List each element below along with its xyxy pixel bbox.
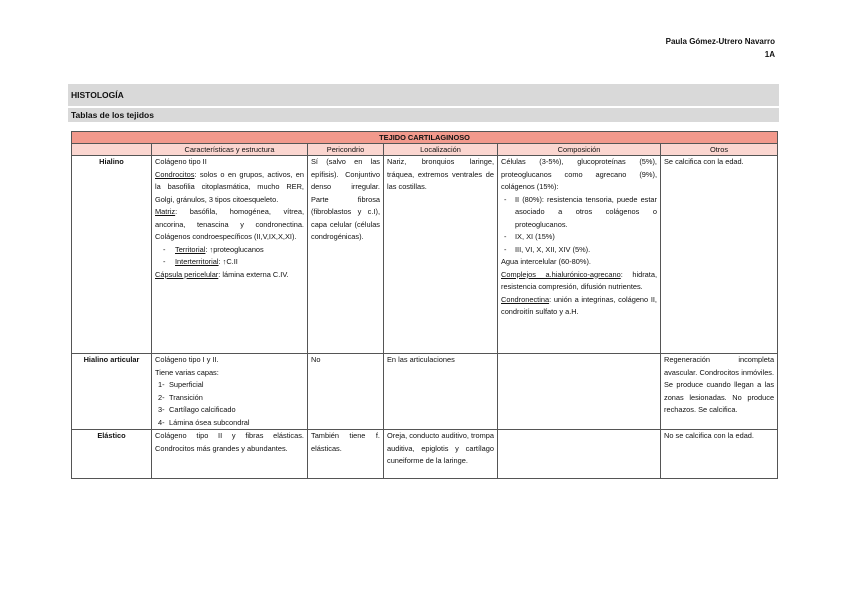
cell-otros-elastico: No se calcifica con la edad. [661,430,778,479]
list-item: - II (80%): resistencia tensoria, puede estar asociado a otros colágenos o proteoglucanos. [504,194,657,229]
cell-otros-articular: Regeneración incompleta avascular. Condrocitos inmóviles. Se produce cuando llegan a las zonas lesionadas. No produce rechazos. Se calcifica. [661,354,778,430]
cell-localizacion-articular: En las articulaciones [384,354,498,430]
underlined-label: Territorial [175,244,206,254]
underlined-label: Complejos a.hialurónico-agrecano [501,269,621,279]
text-line: Colágeno tipo I y II. [155,355,219,364]
text-span: : ↑proteoglucanos [205,244,264,254]
table-row-hialino-articular [72,354,778,430]
header-empty [72,144,152,156]
text-line: Agua intercelular (60-80%). [501,257,591,266]
cell-pericondrio-hialino: Sí (salvo en las epífisis). Conjuntivo denso irregular. Parte fibrosa (fibroblastos y c.I), capa celular (células condrogénicas). [308,156,384,354]
cell-pericondrio-articular: No [308,354,384,430]
list-item: - Interterritorial: ↑C.II [163,257,238,266]
text-span: : hidrata, resistencia compresión, difusión nutrientes. [501,269,658,291]
table-title: TEJIDO CARTILAGINOSO [72,132,778,144]
text-span: : basófila, homogénea, vítrea, ancorina, tenascina y condronectina. Colágenos condroespecíficos (II,V,IX,X,XI). [155,207,304,241]
row-label-hialino-articular: Hialino articular [72,354,152,430]
section-title-band [68,84,779,106]
list-item: - III, VI, X, XII, XIV (5%). [504,244,591,254]
text-line: Células (3-5%), glucoproteínas (5%), proteoglucanos como agrecano (9%), colágenos (15%): [501,157,657,191]
list-item: - IX, XI (15%) [504,232,555,241]
text-span: : solos o en grupos, activos, en la basofilia citoplasmática, mucho RER, Golgi, gránulos, 3 tipos citoesqueleto. [155,169,304,204]
header-localizacion: Localización [384,144,498,156]
text-span: Superficial [169,380,204,389]
text-span: III, VI, X, XII, XIV (5%). [515,244,591,254]
cell-caracteristicas-elastico: Colágeno tipo II y fibras elásticas. Condrocitos más grandes y abundantes. [152,430,308,479]
list-item: 2- Transición [158,392,203,402]
table-row-elastico [72,430,778,479]
section-title: HISTOLOGÍA [71,90,124,100]
list-item: 3- Cartílago calcificado [158,405,236,414]
collagen-types-list [501,194,657,257]
header-composicion: Composición [498,144,661,156]
capsula-paragraph [155,269,304,282]
header-otros: Otros [661,144,778,156]
matriz-paragraph [155,206,304,244]
underlined-label: Interterritorial [175,257,219,266]
cell-composicion-articular [498,354,661,430]
underlined-label: Matriz [155,207,176,216]
text-line: Colágeno tipo II [155,157,207,166]
cell-localizacion-elastico: Oreja, conducto auditivo, trompa auditiva, epiglotis y cartílago cuneiforme de la laringe. [384,430,498,479]
underlined-label: Condrocitos [155,169,195,179]
table-row-hialino [72,156,778,354]
section-subtitle: Tablas de los tejidos [71,110,154,120]
cartilage-table [71,131,778,479]
cell-pericondrio-elastico: También tiene f. elásticas. [308,430,384,479]
text-span: : lámina externa C.IV. [218,269,289,279]
cell-caracteristicas-hialino [152,156,308,354]
text-line: Tiene varias capas: [155,367,219,377]
group-label: 1A [764,50,775,59]
condronectina-paragraph [501,294,657,319]
cell-composicion-elastico [498,430,661,479]
text-span: Cartílago calcificado [169,405,236,414]
row-label-elastico: Elástico [72,430,152,479]
cell-composicion-hialino [498,156,661,354]
text-span: II (80%): resistencia tensoria, puede estar asociado a otros colágenos o proteoglucanos. [515,194,657,229]
text-span: : ↑C.II [218,257,238,266]
cell-otros-hialino: Se calcifica con la edad. [661,156,778,354]
row-label-hialino: Hialino [72,156,152,354]
table-header-row [72,144,778,156]
header-pericondrio: Pericondrio [308,144,384,156]
underlined-label: Cápsula pericelular [155,269,219,279]
list-item: 4- Lámina ósea subcondral [158,417,250,427]
table-title-row [72,132,778,144]
cell-localizacion-hialino: Nariz, bronquios laringe, tráquea, extremos ventrales de las costillas. [384,156,498,354]
text-span: : unión a integrinas, colágeno II, condroitín sulfato y a.H. [501,294,657,316]
text-span: IX, XI (15%) [515,232,555,241]
underlined-label: Condronectina [501,294,550,304]
complejos-paragraph [501,269,657,294]
author-name: Paula Gómez-Utrero Navarro [665,37,775,46]
text-span: Transición [169,392,203,402]
list-item: - Territorial: ↑proteoglucanos [163,244,264,254]
condrocitos-paragraph [155,169,304,207]
list-item: 1- Superficial [158,380,204,389]
layers-list [155,379,304,429]
header-caracteristicas: Características y estructura [152,144,308,156]
matrix-subtypes-list [155,244,304,269]
section-subtitle-band [68,108,779,122]
cell-caracteristicas-articular [152,354,308,430]
text-span: Lámina ósea subcondral [169,417,250,427]
